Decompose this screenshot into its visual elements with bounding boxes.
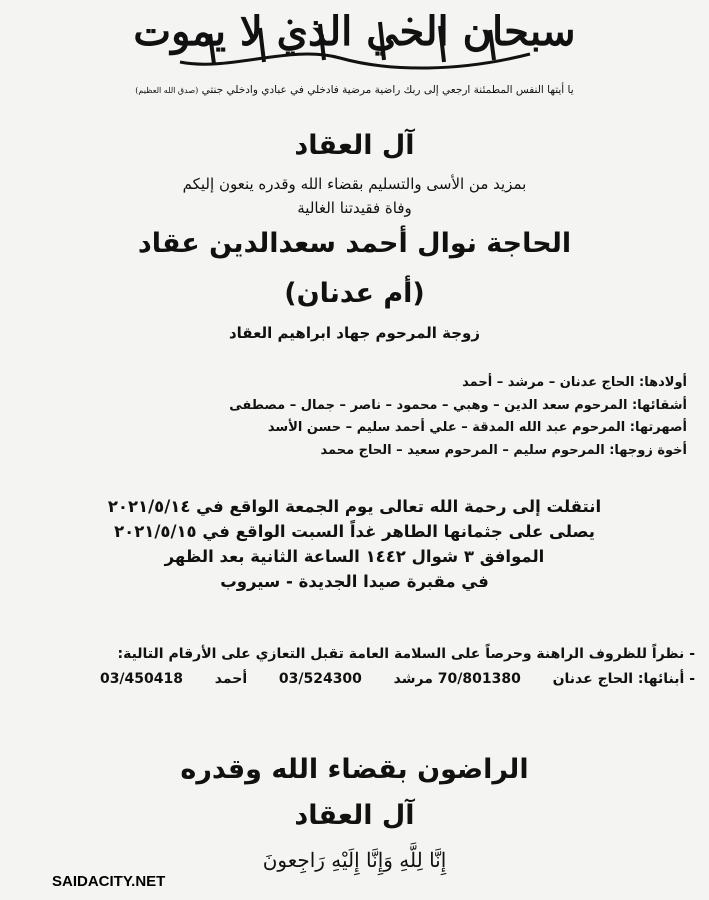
verse-text: يا أيتها النفس المطمئنة ارجعي إلى ربك راضية مرضية فادخلي في عبادي وادخلي جنتي: [201, 84, 574, 96]
morshed-label: مرشد: [393, 671, 433, 687]
relatives-husband-brothers: أخوة زوجها: المرحوم سليم – المرحوم سعيد – الحاج محمد: [320, 442, 687, 458]
notice-prefix: - أبنائها: الحاج عدنان: [552, 671, 695, 687]
deceased-husband: زوجة المرحوم جهاد ابراهيم العقاد: [228, 324, 481, 342]
header-calligraphy: [0, 8, 709, 55]
intro-text: [0, 172, 709, 220]
condolence-notice: [5, 642, 695, 692]
death-info: [0, 494, 709, 594]
notice-line-1: - نظراً للظروف الراهنة وحرصاً على السلامة العامة تقبل التعازي على الأرقام التالية:: [117, 646, 695, 662]
verse-source: (صدق الله العظيم): [135, 86, 199, 95]
relatives-children: أولادها: الحاج عدنان – مرشد – أحمد: [462, 375, 687, 390]
family-name-bottom: آل العقاد: [294, 800, 415, 831]
relatives-in-laws: أصهرتها: المرحوم عبد الله المدقة – علي أحمد سليم – حسن الأسد: [267, 420, 687, 435]
relatives-list: [127, 372, 687, 462]
ahmad-label: أحمد: [214, 671, 248, 687]
intro-line-2: وفاة فقيدتنا الغالية: [297, 199, 412, 217]
death-date-line: انتقلت إلى رحمة الله تعالى يوم الجمعة الواقع في ٢٠٢١/٥/١٤: [107, 497, 602, 516]
quran-verse: [40, 84, 669, 96]
phone-ahmad[interactable]: 03/450418: [99, 671, 183, 687]
notice-line-2: [5, 667, 695, 692]
phone-adnan[interactable]: 70/801380: [437, 671, 521, 687]
phone-morshed[interactable]: 03/524300: [278, 671, 362, 687]
deceased-nickname: (أم عدنان): [284, 278, 425, 309]
closing-phrase: الراضون بقضاء الله وقدره: [180, 754, 529, 785]
intro-line-1: بمزيد من الأسى والتسليم بقضاء الله وقدره ينعون إليكم: [182, 175, 527, 193]
relatives-brothers: أشقائها: المرحوم سعد الدين – وهبي – محمود – ناصر – جمال – مصطفى: [229, 397, 687, 413]
cemetery-line: في مقبرة صيدا الجديدة - سيروب: [220, 572, 489, 591]
site-watermark: SAIDACITY.NET: [52, 873, 166, 890]
hijri-time-line: الموافق ٣ شوال ١٤٤٢ الساعة الثانية بعد الظهر: [164, 547, 545, 566]
deceased-name: الحاجة نوال أحمد سعدالدين عقاد: [137, 228, 572, 259]
bottom-verse: إِنَّا لِلَّهِ وَإِنَّا إِلَيْهِ رَاجِعونَ: [262, 848, 447, 872]
calligraphy-text: سبحان الحي الذي لا يموت: [133, 8, 576, 55]
funeral-date-line: يصلى على جثمانها الطاهر غداً السبت الواقع في ٢٠٢١/٥/١٥: [114, 522, 595, 541]
family-name-top: آل العقاد: [294, 130, 415, 161]
